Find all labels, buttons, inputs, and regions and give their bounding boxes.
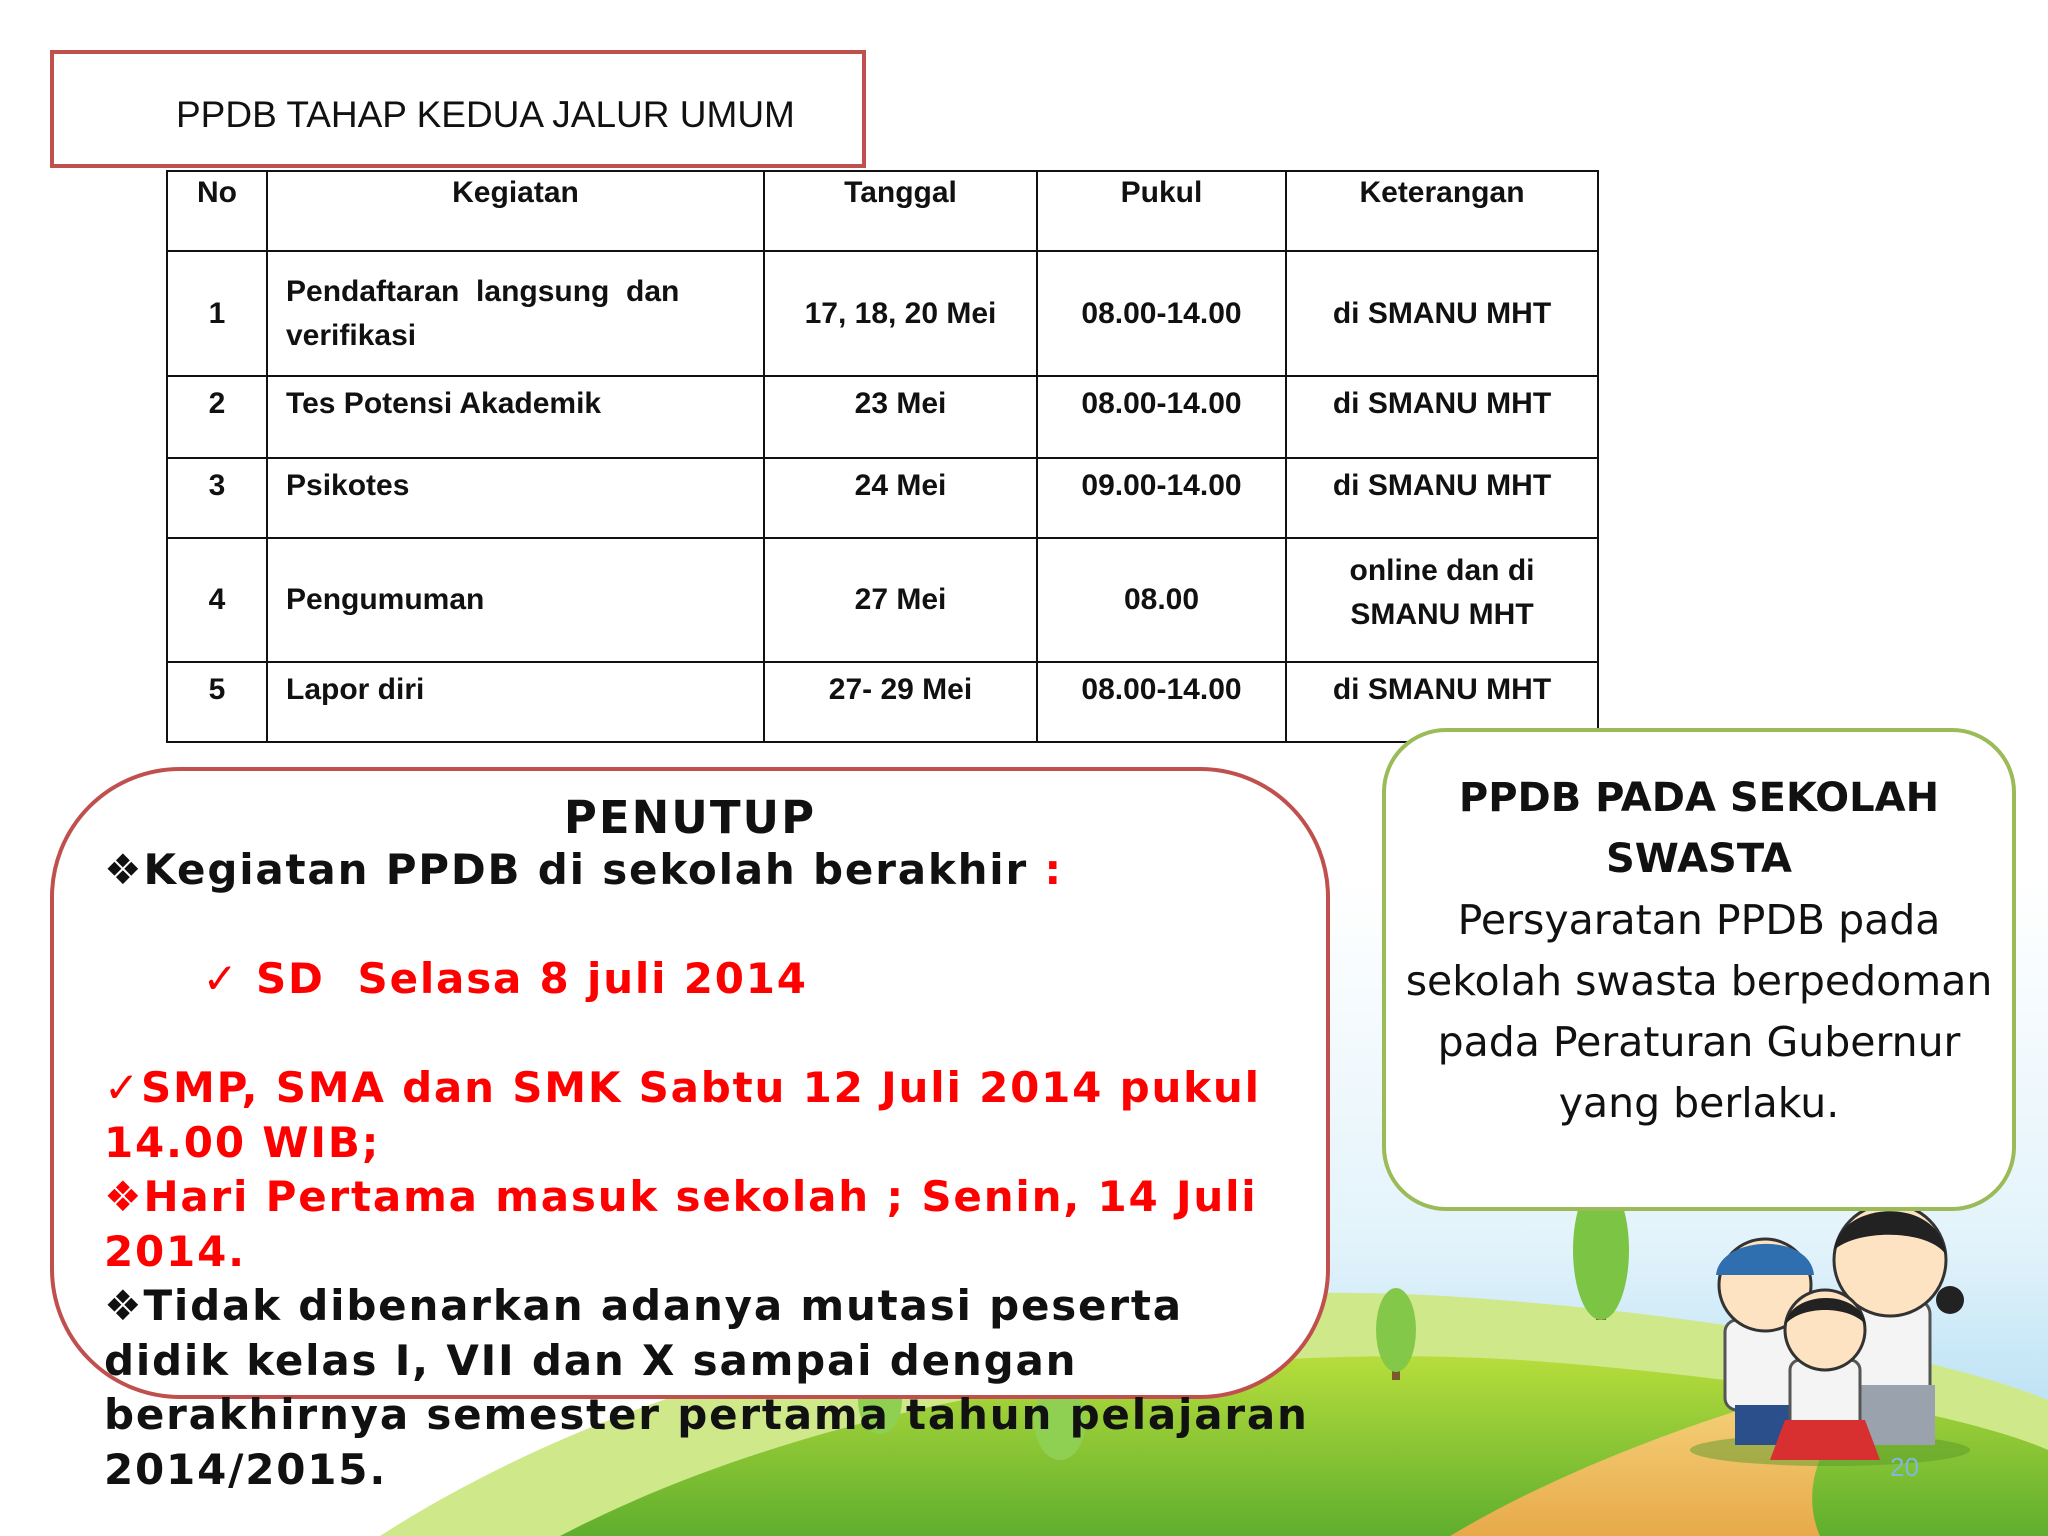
- table-row: [167, 251, 1598, 376]
- cell-keterangan: di SMANU MHT: [1286, 251, 1598, 376]
- header-tanggal: Tanggal: [764, 171, 1037, 251]
- cell-keterangan: di SMANU MHT: [1286, 376, 1598, 458]
- cell-kegiatan: Psikotes: [267, 458, 764, 538]
- cell-kegiatan-line1: Pendaftaran langsung dan: [286, 274, 680, 308]
- table-header-row: [167, 171, 1598, 251]
- penutup-item-text: Kegiatan PPDB di sekolah berakhir: [143, 845, 1028, 894]
- section-title-box: [50, 50, 866, 168]
- table-row: [167, 376, 1598, 458]
- table-row: [167, 662, 1598, 742]
- cell-no: 5: [167, 662, 267, 742]
- schedule-table: [166, 170, 1599, 743]
- check-icon: ✓: [202, 954, 240, 1003]
- diamond-bullet-icon: ❖: [104, 1281, 144, 1330]
- penutup-item: [104, 1170, 1324, 1279]
- penutup-item-colon: :: [1028, 845, 1064, 894]
- cell-keterangan-line1: online dan di: [1349, 554, 1535, 587]
- penutup-item: [104, 1279, 1324, 1497]
- header-pukul: Pukul: [1037, 171, 1286, 251]
- diamond-bullet-icon: ❖: [104, 845, 144, 894]
- penutup-item-text: Hari Pertama masuk sekolah ; Senin, 14 Juli 2014.: [104, 1172, 1258, 1276]
- cell-tanggal: 24 Mei: [764, 458, 1037, 538]
- section-title: PPDB TAHAP KEDUA JALUR UMUM: [176, 94, 795, 135]
- private-school-box: [1382, 728, 2016, 1211]
- cell-keterangan-line2: SMANU MHT: [1350, 598, 1534, 631]
- check-icon: ✓: [104, 1063, 141, 1112]
- cell-kegiatan: Lapor diri: [267, 662, 764, 742]
- penutup-box: [50, 767, 1330, 1494]
- cell-tanggal: 27 Mei: [764, 538, 1037, 662]
- diamond-bullet-icon: ❖: [104, 1172, 144, 1221]
- cell-keterangan: di SMANU MHT: [1286, 458, 1598, 538]
- cell-keterangan: di SMANU MHT: [1286, 662, 1598, 742]
- cell-pukul: 08.00-14.00: [1037, 251, 1286, 376]
- cell-pukul: 08.00-14.00: [1037, 662, 1286, 742]
- penutup-item: [104, 898, 1324, 1062]
- table-row: [167, 538, 1598, 662]
- penutup-item-text: SD Selasa 8 juli 2014: [239, 954, 808, 1003]
- private-school-text: Persyaratan PPDB pada sekolah swasta berpedoman pada Peraturan Gubernur yang berlaku.: [1405, 896, 1993, 1127]
- cell-pukul: 09.00-14.00: [1037, 458, 1286, 538]
- header-kegiatan: Kegiatan: [267, 171, 764, 251]
- penutup-item: [104, 843, 1324, 898]
- cell-no: 1: [167, 251, 267, 376]
- page-number: 20: [1890, 1452, 1919, 1482]
- table-row: [167, 458, 1598, 538]
- cell-kegiatan: Tes Potensi Akademik: [267, 376, 764, 458]
- header-no: No: [167, 171, 267, 251]
- cell-tanggal: 23 Mei: [764, 376, 1037, 458]
- cell-pukul: 08.00: [1037, 538, 1286, 662]
- cell-tanggal: 17, 18, 20 Mei: [764, 251, 1037, 376]
- cell-no: 3: [167, 458, 267, 538]
- penutup-item: [104, 1061, 1324, 1170]
- cell-kegiatan: Pengumuman: [267, 538, 764, 662]
- private-school-title: PPDB PADA SEKOLAH SWASTA: [1458, 775, 1940, 882]
- cell-no: 4: [167, 538, 267, 662]
- cell-kegiatan: [267, 251, 764, 376]
- penutup-body: [104, 843, 1324, 1497]
- penutup-item-text: Tidak dibenarkan adanya mutasi peserta didik kelas I, VII dan X sampai dengan berakhirnya semester pertama tahun pelajaran 2014/2015.: [104, 1281, 1309, 1494]
- cell-kegiatan-line2: verifikasi: [286, 318, 417, 352]
- cell-no: 2: [167, 376, 267, 458]
- cell-keterangan: [1286, 538, 1598, 662]
- penutup-item-text: SMP, SMA dan SMK Sabtu 12 Juli 2014 pukul 14.00 WIB;: [104, 1063, 1261, 1167]
- header-keterangan: Keterangan: [1286, 171, 1598, 251]
- penutup-title: PENUTUP: [563, 791, 817, 844]
- cell-tanggal: 27- 29 Mei: [764, 662, 1037, 742]
- cell-pukul: 08.00-14.00: [1037, 376, 1286, 458]
